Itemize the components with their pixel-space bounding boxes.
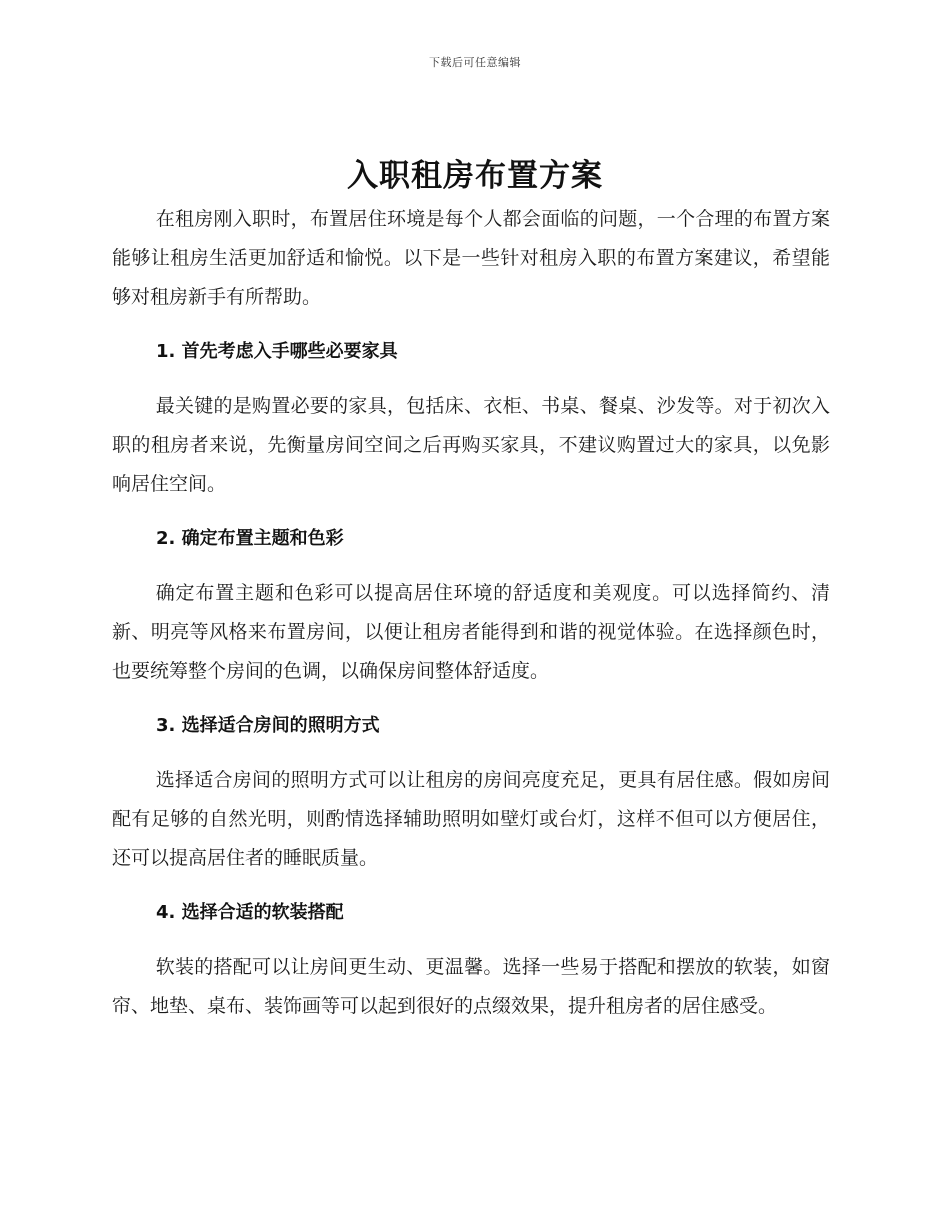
intro-paragraph: 在租房刚入职时，布置居住环境是每个人都会面临的问题，一个合理的布置方案能够让租房生活更加舒适和愉悦。以下是一些针对租房入职的布置方案建议，希望能够对租房新手有所帮助。 [112, 208, 830, 308]
section-heading-3: 3. 选择适合房间的照明方式 [156, 715, 380, 736]
document-title: 入职租房布置方案 [347, 158, 603, 194]
section-paragraph-3: 选择适合房间的照明方式可以让租房的房间亮度充足，更具有居住感。假如房间配有足够的自然光明，则酌情选择辅助照明如壁灯或台灯，这样不但可以方便居住，还可以提高居住者的睡眠质量。 [112, 769, 830, 869]
section-heading-2: 2. 确定布置主题和色彩 [156, 528, 344, 549]
document-body [112, 200, 830, 1026]
section-heading-4: 4. 选择合适的软装搭配 [156, 902, 344, 923]
section-paragraph-2: 确定布置主题和色彩可以提高居住环境的舒适度和美观度。可以选择简约、清新、明亮等风格来布置房间，以便让租房者能得到和谐的视觉体验。在选择颜色时，也要统筹整个房间的色调，以确保房间整体舒适度。 [112, 582, 830, 682]
section-heading-1: 1. 首先考虑入手哪些必要家具 [156, 341, 398, 362]
section-paragraph-1: 最关键的是购置必要的家具，包括床、衣柜、书桌、餐桌、沙发等。对于初次入职的租房者来说，先衡量房间空间之后再购买家具，不建议购置过大的家具，以免影响居住空间。 [112, 395, 830, 495]
header-note: 下载后可任意编辑 [429, 56, 521, 69]
section-paragraph-4: 软装的搭配可以让房间更生动、更温馨。选择一些易于搭配和摆放的软装，如窗帘、地垫、桌布、装饰画等可以起到很好的点缀效果，提升租房者的居住感受。 [112, 956, 830, 1017]
